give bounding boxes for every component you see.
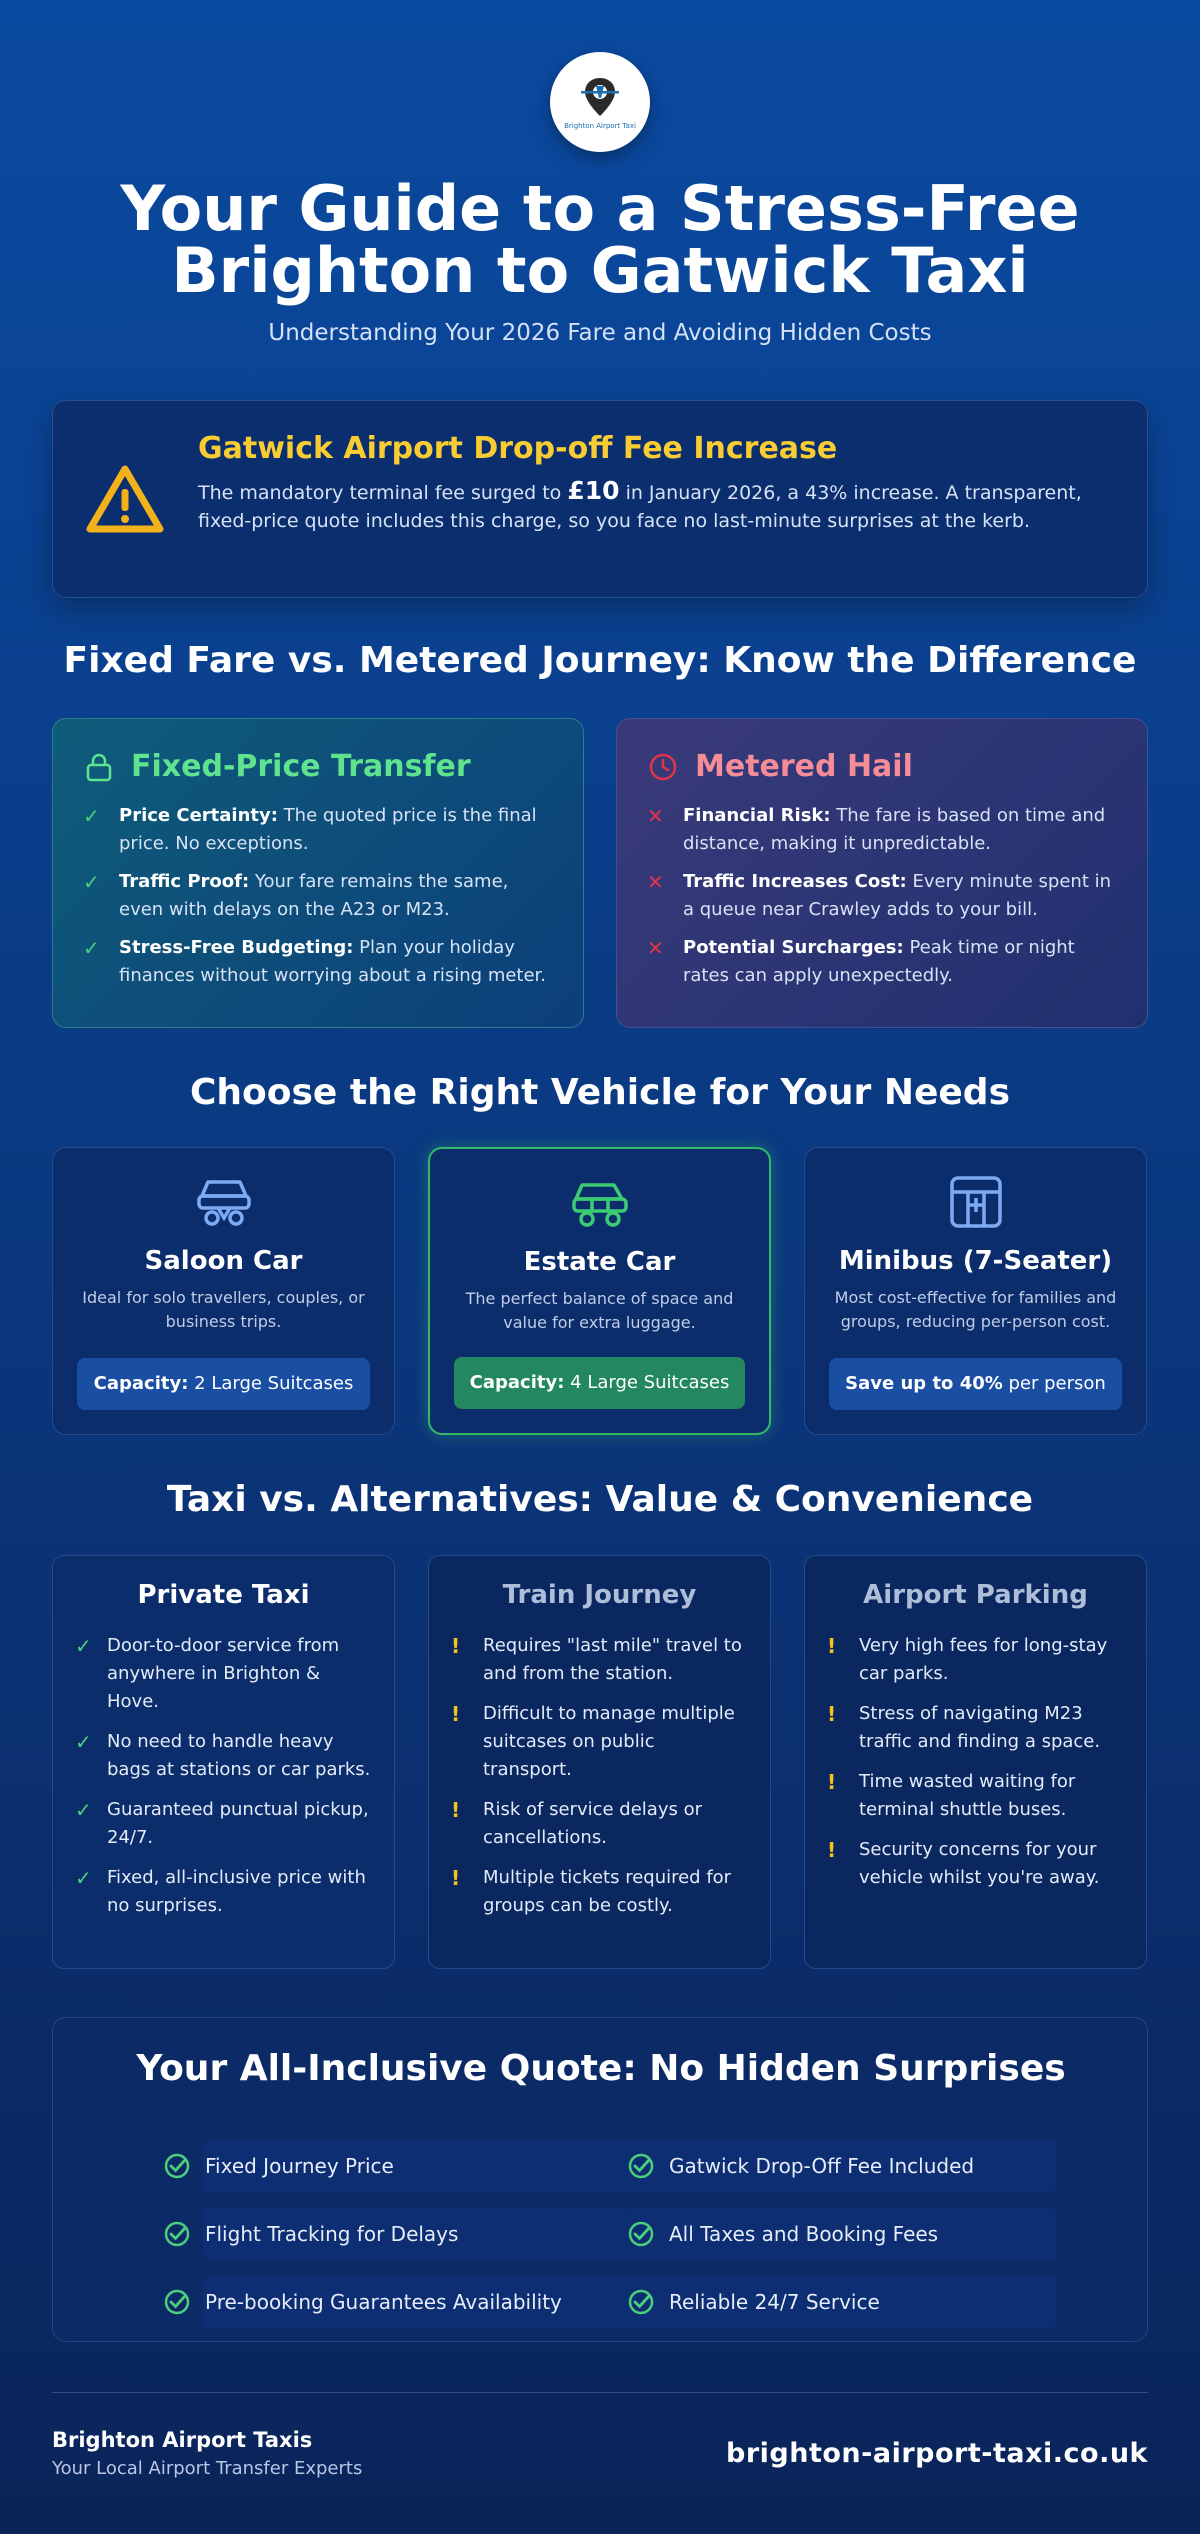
title-line-1: Your Guide to a Stress-Free: [120, 172, 1080, 245]
alt-list: [451, 1632, 748, 1920]
check-circle-icon: [163, 2220, 191, 2248]
quote-item-text: Gatwick Drop-Off Fee Included: [669, 2154, 975, 2178]
clock-icon: [647, 751, 679, 783]
estate-car-icon: [570, 1175, 630, 1231]
fixed-price-title: Fixed-Price Transfer: [131, 749, 471, 784]
list-item: [75, 1632, 372, 1716]
brand-logo: [550, 52, 650, 152]
list-item: [827, 1836, 1124, 1892]
exclamation-icon: !: [451, 1866, 461, 1890]
check-circle-icon: [627, 2152, 655, 2180]
alert-title: Gatwick Airport Drop-off Fee Increase: [198, 431, 838, 466]
quote-item: [627, 2208, 1097, 2260]
quote-item: [163, 2140, 633, 2192]
quote-title: Your All-Inclusive Quote: No Hidden Surprises: [136, 2048, 1066, 2089]
item-text: Peak time or night rates can apply unexpectedly.: [683, 937, 1075, 986]
fee-amount: £10: [567, 476, 620, 505]
list-item: [647, 802, 1117, 858]
item-text: Very high fees for long-stay car parks.: [859, 1635, 1108, 1684]
alt-title: Airport Parking: [863, 1580, 1088, 1610]
vehicle-desc: Most cost-effective for families and groups, reducing per-person cost.: [834, 1288, 1117, 1331]
exclamation-icon: !: [827, 1838, 837, 1862]
capacity-value: 2 Large Suitcases: [188, 1373, 354, 1394]
alert-text: [198, 477, 1118, 535]
item-text: Plan your holiday finances without worrying about a rising meter.: [119, 937, 547, 986]
alt-list: [75, 1632, 372, 1920]
vehicle-card-estate: [428, 1147, 771, 1435]
metered-hail-list: [647, 802, 1117, 990]
exclamation-icon: !: [827, 1634, 837, 1658]
alt-title: Train Journey: [502, 1580, 697, 1610]
warning-icon: [85, 463, 165, 535]
savings-badge: [829, 1358, 1122, 1410]
list-item: [451, 1864, 748, 1920]
check-icon: ✓: [75, 1866, 92, 1890]
lock-icon: [83, 751, 115, 783]
savings-value: per person: [1002, 1373, 1106, 1394]
vehicles-section-title: Choose the Right Vehicle for Your Needs: [189, 1072, 1011, 1113]
item-text: Risk of service delays or cancellations.: [483, 1799, 702, 1848]
list-item: [83, 868, 553, 924]
savings-label: Save up to 40%: [845, 1373, 1003, 1394]
quote-item: [163, 2276, 633, 2328]
alert-text-before: The mandatory terminal fee surged to: [198, 482, 568, 504]
vehicle-desc: Ideal for solo travellers, couples, or business trips.: [82, 1288, 365, 1331]
quote-item-text: Flight Tracking for Delays: [205, 2222, 459, 2246]
capacity-badge: [77, 1358, 370, 1410]
capacity-value: 4 Large Suitcases: [564, 1372, 730, 1393]
check-circle-icon: [627, 2220, 655, 2248]
check-circle-icon: [627, 2288, 655, 2316]
exclamation-icon: !: [451, 1798, 461, 1822]
item-label: Stress-Free Budgeting:: [119, 937, 354, 958]
inclusive-quote-card: [52, 2017, 1148, 2342]
list-item: [451, 1796, 748, 1852]
capacity-badge: [454, 1357, 745, 1409]
check-icon: ✓: [75, 1634, 92, 1658]
quote-item: [163, 2208, 633, 2260]
list-item: [451, 1632, 748, 1688]
check-icon: ✓: [83, 804, 100, 828]
check-icon: ✓: [75, 1730, 92, 1754]
list-item: [827, 1768, 1124, 1824]
quote-item-text: Reliable 24/7 Service: [669, 2290, 880, 2314]
quote-item-text: Pre-booking Guarantees Availability: [205, 2290, 562, 2314]
footer-brand: Brighton Airport Taxis: [52, 2428, 313, 2452]
list-item: [75, 1728, 372, 1784]
item-text: Guaranteed punctual pickup, 24/7.: [107, 1799, 369, 1848]
item-text: Security concerns for your vehicle whilst you're away.: [859, 1839, 1100, 1888]
page-subtitle: Understanding Your 2026 Fare and Avoiding Hidden Costs: [268, 320, 932, 346]
fixed-price-list: [83, 802, 553, 990]
logo-text: Brighton Airport Taxi: [564, 122, 636, 130]
airport-parking-card: [804, 1555, 1147, 1969]
item-label: Traffic Increases Cost:: [683, 871, 907, 892]
item-text: Your fare remains the same, even with delays on the A23 or M23.: [119, 871, 509, 920]
alert-text-after: in January 2026, a 43% increase. A transparent, fixed-price quote includes this charge, so you face no last-minute surprises at the kerb.: [198, 482, 1082, 532]
list-item: [827, 1700, 1124, 1756]
item-text: The fare is based on time and distance, making it unpredictable.: [683, 805, 1106, 854]
footer-website-link[interactable]: brighton-airport-taxi.co.uk: [726, 2438, 1148, 2469]
check-icon: ✓: [75, 1798, 92, 1822]
exclamation-icon: !: [451, 1634, 461, 1658]
item-text: The quoted price is the final price. No exceptions.: [119, 805, 537, 854]
capacity-label: Capacity:: [93, 1373, 189, 1394]
minibus-icon: [946, 1174, 1006, 1230]
item-label: Traffic Proof:: [119, 871, 250, 892]
alternatives-section-title: Taxi vs. Alternatives: Value & Convenience: [166, 1479, 1034, 1520]
footer-divider: [52, 2392, 1148, 2393]
list-item: [83, 934, 553, 990]
fixed-price-heading: [83, 749, 553, 784]
list-item: [647, 934, 1117, 990]
alt-title: Private Taxi: [137, 1580, 310, 1610]
saloon-car-icon: [194, 1174, 254, 1230]
check-icon: ✓: [83, 936, 100, 960]
metered-hail-card: [616, 718, 1148, 1028]
list-item: [647, 868, 1117, 924]
item-text: Stress of navigating M23 traffic and finding a space.: [859, 1703, 1101, 1752]
metered-hail-title: Metered Hail: [695, 749, 913, 784]
item-label: Potential Surcharges:: [683, 937, 904, 958]
fee-alert-card: [52, 400, 1148, 598]
plane-pin-icon: [577, 74, 623, 120]
vehicle-name: Estate Car: [523, 1247, 676, 1277]
metered-hail-heading: [647, 749, 1117, 784]
item-text: Difficult to manage multiple suitcases on public transport.: [483, 1703, 735, 1780]
list-item: [75, 1796, 372, 1852]
list-item: [451, 1700, 748, 1784]
item-text: Every minute spent in a queue near Crawley adds to your bill.: [683, 871, 1112, 920]
item-text: No need to handle heavy bags at stations or car parks.: [107, 1731, 371, 1780]
vehicle-desc: The perfect balance of space and value for extra luggage.: [465, 1289, 734, 1332]
fixed-price-card: [52, 718, 584, 1028]
vehicle-card-saloon: [52, 1147, 395, 1435]
alt-list: [827, 1632, 1124, 1892]
item-text: Door-to-door service from anywhere in Brighton & Hove.: [107, 1635, 340, 1712]
quote-item: [627, 2140, 1097, 2192]
page-title: [0, 172, 1200, 307]
item-label: Price Certainty:: [119, 805, 278, 826]
capacity-label: Capacity:: [469, 1372, 565, 1393]
check-circle-icon: [163, 2152, 191, 2180]
title-line-2: Brighton to Gatwick Taxi: [171, 234, 1029, 307]
cross-icon: ✕: [647, 870, 664, 894]
quote-item: [627, 2276, 1097, 2328]
cross-icon: ✕: [647, 936, 664, 960]
item-text: Requires "last mile" travel to and from the station.: [483, 1635, 742, 1684]
vehicle-card-minibus: [804, 1147, 1147, 1435]
item-text: Time wasted waiting for terminal shuttle buses.: [859, 1771, 1076, 1820]
check-icon: ✓: [83, 870, 100, 894]
footer-tagline: Your Local Airport Transfer Experts: [52, 2458, 363, 2479]
item-text: Fixed, all-inclusive price with no surprises.: [107, 1867, 366, 1916]
exclamation-icon: !: [827, 1702, 837, 1726]
cross-icon: ✕: [647, 804, 664, 828]
vehicle-name: Minibus (7-Seater): [838, 1246, 1113, 1276]
quote-item-text: All Taxes and Booking Fees: [669, 2222, 939, 2246]
list-item: [83, 802, 553, 858]
vehicle-name: Saloon Car: [144, 1246, 303, 1276]
train-journey-card: [428, 1555, 771, 1969]
item-label: Financial Risk:: [683, 805, 831, 826]
list-item: [75, 1864, 372, 1920]
item-text: Multiple tickets required for groups can be costly.: [483, 1867, 732, 1916]
compare-section-title: Fixed Fare vs. Metered Journey: Know the Difference: [63, 640, 1137, 681]
list-item: [827, 1632, 1124, 1688]
private-taxi-card: [52, 1555, 395, 1969]
exclamation-icon: !: [827, 1770, 837, 1794]
quote-item-text: Fixed Journey Price: [205, 2154, 394, 2178]
check-circle-icon: [163, 2288, 191, 2316]
exclamation-icon: !: [451, 1702, 461, 1726]
